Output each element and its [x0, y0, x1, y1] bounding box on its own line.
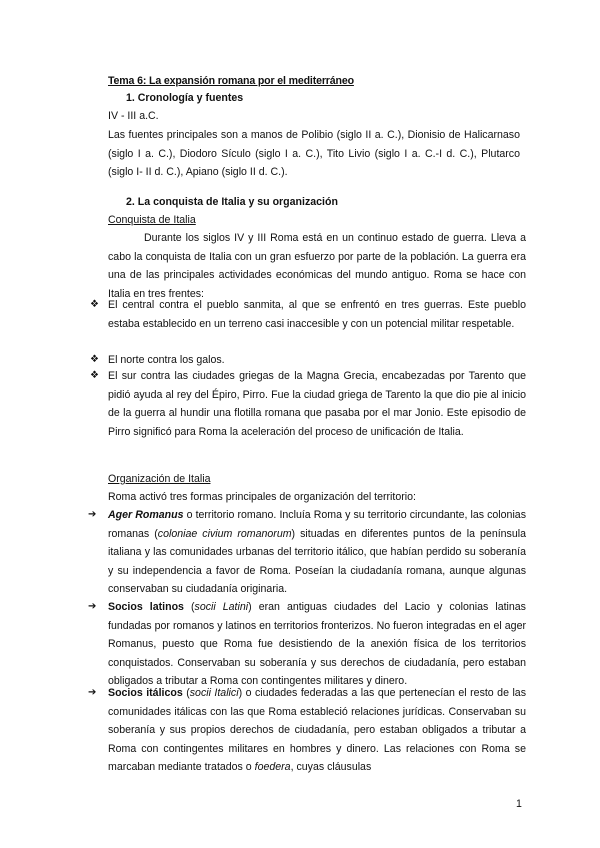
- diamond-bullet-icon: ❖: [90, 354, 99, 365]
- sources-paragraph: Las fuentes principales son a manos de Polibio (siglo II a. C.), Dionisio de Halicarnaso (siglo I a. C.), Diodoro Sículo (siglo I a. C.), Tito Livio (siglo I a. C.-I d. C.), Plutarco (siglo I- II d. C.), Apiano (siglo II d. C.).: [108, 129, 520, 179]
- document-title: Tema 6: La expansión romana por el mediterráneo: [108, 75, 354, 87]
- diamond-bullet-icon: ❖: [90, 299, 99, 310]
- diamond-bullet-icon: ❖: [90, 370, 99, 381]
- list-item-front-1: El central contra el pueblo sanmita, al que se enfrentó en tres guerras. Este pueblo estaba establecido en un terreno casi inaccesible y con un potencial militar respetable.: [108, 299, 526, 330]
- subsection-organizacion: Organización de Italia: [108, 473, 211, 485]
- arrow-bullet-icon: ➔: [88, 687, 97, 698]
- organization-intro: Roma activó tres formas principales de organización del territorio:: [108, 491, 416, 503]
- term-ager-romanus: Ager Romanus: [108, 509, 184, 521]
- page-number: 1: [516, 798, 522, 810]
- section-1-heading: 1. Cronología y fuentes: [126, 92, 244, 104]
- intro-paragraph: Durante los siglos IV y III Roma está en un continuo estado de guerra. Lleva a cabo la conquista de Italia con un gran esfuerzo por parte de la población. La guerra era una de las principales actividades económicas del mundo antiguo. Roma se hace con Italia en tres frentes:: [108, 232, 526, 300]
- list-item-front-2: El norte contra los galos.: [108, 354, 225, 366]
- list-item-socios-italicos: Socios itálicos (socii Italici) o ciudades federadas a las que pertenecían el resto de las comunidades itálicas con las que Roma estableció relaciones jurídicas. Conservaban su soberanía y sus propios derechos de ciudadanía, pero estaban obligados a tributar a Roma con contingentes militares en hombres y dinero. Las relaciones con Roma se marcaban mediante tratados o foedera, cuyas cláusulas: [108, 687, 526, 774]
- list-item-socios-latinos: Socios latinos (socii Latini) eran antiguas ciudades del Lacio y colonias latinas fundadas por romanos y latinos en territorios fronterizos. No fueron integradas en el ager Romanus, puesto que Roma fue desistiendo de la anexión física de los territorios conquistados. Conservaban su soberanía y sus derechos de ciudadanía, pero estaban obligados a tributar a Roma con contingentes militares y dinero.: [108, 601, 526, 688]
- arrow-bullet-icon: ➔: [88, 601, 97, 612]
- section-2-heading: 2. La conquista de Italia y su organización: [126, 196, 338, 208]
- subsection-conquista: Conquista de Italia: [108, 214, 196, 226]
- arrow-bullet-icon: ➔: [88, 509, 97, 520]
- period-text: IV - III a.C.: [108, 110, 159, 122]
- term-socios-italicos: Socios itálicos: [108, 687, 183, 699]
- list-item-ager-romanus: Ager Romanus o territorio romano. Incluía Roma y su territorio circundante, las colonias romanas (coloniae civium romanorum) situadas en diferentes puntos de la península italiana y las comunidades urbanas del territorio itálico, que habían perdido su soberanía y su independencia a favor de Roma. Poseían la ciudadanía romana, aunque algunas conservaban su ciudadanía originaria.: [108, 509, 526, 596]
- list-item-front-3: El sur contra las ciudades griegas de la Magna Grecia, encabezadas por Tarento que pidió ayuda al rey del Épiro, Pirro. Fue la ciudad griega de Tarento la que dio pie al inicio de la guerra al hundir una flotilla romana que pasaba por el mar Jonio. Este episodio de Pirro significó para Roma la aceleración del proceso de unificación de Italia.: [108, 370, 526, 438]
- term-socios-latinos: Socios latinos: [108, 601, 184, 613]
